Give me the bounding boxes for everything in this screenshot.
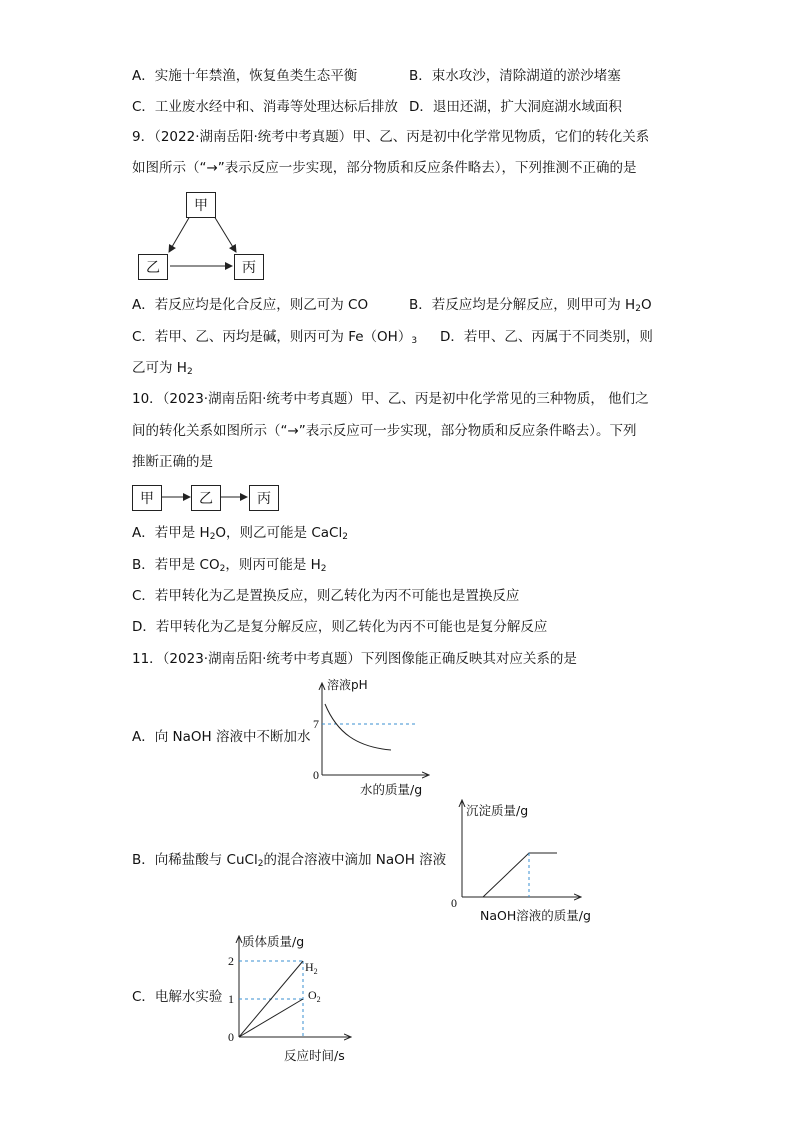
q10-option-c: C．若甲转化为乙是置换反应，则乙转化为丙不可能也是置换反应 bbox=[132, 588, 520, 604]
arrow-jia-to-bing bbox=[214, 216, 236, 252]
q10-stem-line3: 推断正确的是 bbox=[132, 454, 213, 470]
chart-b-ylabel: 沉淀质量/g bbox=[466, 803, 529, 818]
q11-option-a: A．向 NaOH 溶液中不断加水 bbox=[132, 729, 311, 745]
q11-option-b-tail: 的混合溶液中滴加 NaOH 溶液 bbox=[263, 852, 447, 868]
chart-a-ylabel: 溶液pH bbox=[327, 678, 368, 692]
q8-option-a: A．实施十年禁渔，恢复鱼类生态平衡 bbox=[132, 68, 358, 84]
q9-option-a: A．若反应均是化合反应，则乙可为 CO bbox=[132, 297, 369, 313]
q10-option-a bbox=[132, 524, 348, 546]
q9-option-c-sub: 3 bbox=[411, 336, 418, 346]
q9-option-d: D．若甲、乙、丙属于不同类别，则 bbox=[440, 329, 653, 345]
q9-option-d2-sub: 2 bbox=[186, 367, 193, 377]
node-jia: 甲 bbox=[186, 192, 216, 218]
q9-option-c bbox=[132, 328, 417, 350]
chain-node-yi: 乙 bbox=[191, 485, 221, 511]
q10-option-a-pre: A．若甲是 H bbox=[132, 525, 210, 541]
chart-b-line bbox=[483, 853, 557, 897]
chart-c-h2-name: H bbox=[305, 960, 314, 974]
arrow-jia-to-yi bbox=[169, 216, 190, 252]
q11-option-b-pre: B．向稀盐酸与 CuCl bbox=[132, 852, 258, 868]
q9-option-b bbox=[409, 296, 652, 318]
chain-node-jia: 甲 bbox=[132, 485, 162, 511]
q9-option-c-text: C．若甲、乙、丙均是碱，则丙可为 Fe（OH） bbox=[132, 329, 412, 345]
q9-option-d2-text: 乙可为 H bbox=[132, 360, 187, 376]
q11-option-b-sub: 2 bbox=[257, 859, 264, 869]
chart-c-o2-sub: 2 bbox=[316, 995, 321, 1004]
q10-stem-line1: 10．（2023·湖南岳阳·统考中考真题）甲、乙、丙是初中化学常见的三种物质， 他们之 bbox=[132, 391, 649, 407]
q10-option-a-sub1: 2 bbox=[209, 532, 216, 542]
q10-option-a-mid: O，则乙可能是 CaCl bbox=[215, 525, 343, 541]
q9-triangle-diagram bbox=[132, 190, 272, 282]
chart-c-origin: 0 bbox=[228, 1030, 234, 1044]
q9-option-b-tail: O bbox=[640, 297, 652, 313]
q8-option-d: D．退田还湖，扩大洞庭湖水域面积 bbox=[409, 99, 622, 115]
q8-option-c: C．工业废水经中和、消毒等处理达标后排放 bbox=[132, 99, 398, 115]
q10-option-d: D．若甲转化为乙是复分解反应，则乙转化为丙不可能也是复分解反应 bbox=[132, 619, 548, 635]
chart-c-label-o2 bbox=[308, 988, 321, 1004]
q9-option-d-line2 bbox=[132, 359, 193, 381]
q10-stem-line2: 间的转化关系如图所示（“→”表示反应可一步实现，部分物质和反应条件略去）。下列 bbox=[132, 423, 637, 439]
q10-option-b-sub2: 2 bbox=[320, 564, 327, 574]
q10-option-b-sub1: 2 bbox=[219, 564, 226, 574]
chain-node-bing: 丙 bbox=[249, 485, 279, 511]
q8-option-b: B．束水攻沙，清除湖道的淤沙堵塞 bbox=[409, 68, 621, 84]
q10-option-b-pre: B．若甲是 CO bbox=[132, 557, 220, 573]
q11-option-c: C．电解水实验 bbox=[132, 989, 223, 1005]
node-bing: 丙 bbox=[234, 254, 264, 280]
q9-option-b-sub: 2 bbox=[635, 304, 641, 314]
chart-a-xlabel: 水的质量/g bbox=[360, 782, 423, 797]
q10-chain-diagram bbox=[132, 484, 282, 512]
chart-c-ytick-1: 1 bbox=[228, 992, 234, 1006]
chart-a-origin: 0 bbox=[313, 768, 319, 782]
chart-a-ph-vs-water bbox=[305, 675, 435, 795]
q9-stem-line2: 如图所示（“→”表示反应一步实现，部分物质和反应条件略去），下列推测不正确的是 bbox=[132, 160, 637, 176]
chart-b-xlabel: NaOH溶液的质量/g bbox=[480, 908, 591, 923]
chart-c-xlabel: 反应时间/s bbox=[284, 1048, 345, 1063]
chart-c-ylabel: 质体质量/g bbox=[242, 934, 305, 949]
chart-b-origin: 0 bbox=[451, 896, 457, 910]
q9-stem-line1: 9．（2022·湖南岳阳·统考中考真题）甲、乙、丙是初中化学常见物质，它们的转化关系 bbox=[132, 129, 650, 145]
q10-option-b bbox=[132, 556, 327, 578]
chart-c-label-h2 bbox=[305, 960, 318, 976]
q11-option-b bbox=[132, 851, 446, 873]
chart-a-curve bbox=[325, 704, 391, 750]
chart-c-o2-name: O bbox=[308, 988, 317, 1002]
q10-option-a-sub2: 2 bbox=[342, 532, 348, 542]
q11-stem: 11．（2023·湖南岳阳·统考中考真题）下列图像能正确反映其对应关系的是 bbox=[132, 651, 577, 667]
q9-option-b-text: B．若反应均是分解反应，则甲可为 H bbox=[409, 297, 636, 313]
chart-a-ytick-7: 7 bbox=[313, 717, 319, 731]
node-yi: 乙 bbox=[138, 254, 168, 280]
chart-c-line-o2 bbox=[239, 999, 303, 1037]
q10-option-b-mid: ，则丙可能是 H bbox=[225, 557, 321, 573]
chart-c-ytick-2: 2 bbox=[228, 954, 234, 968]
chart-c-h2-sub: 2 bbox=[313, 967, 318, 976]
